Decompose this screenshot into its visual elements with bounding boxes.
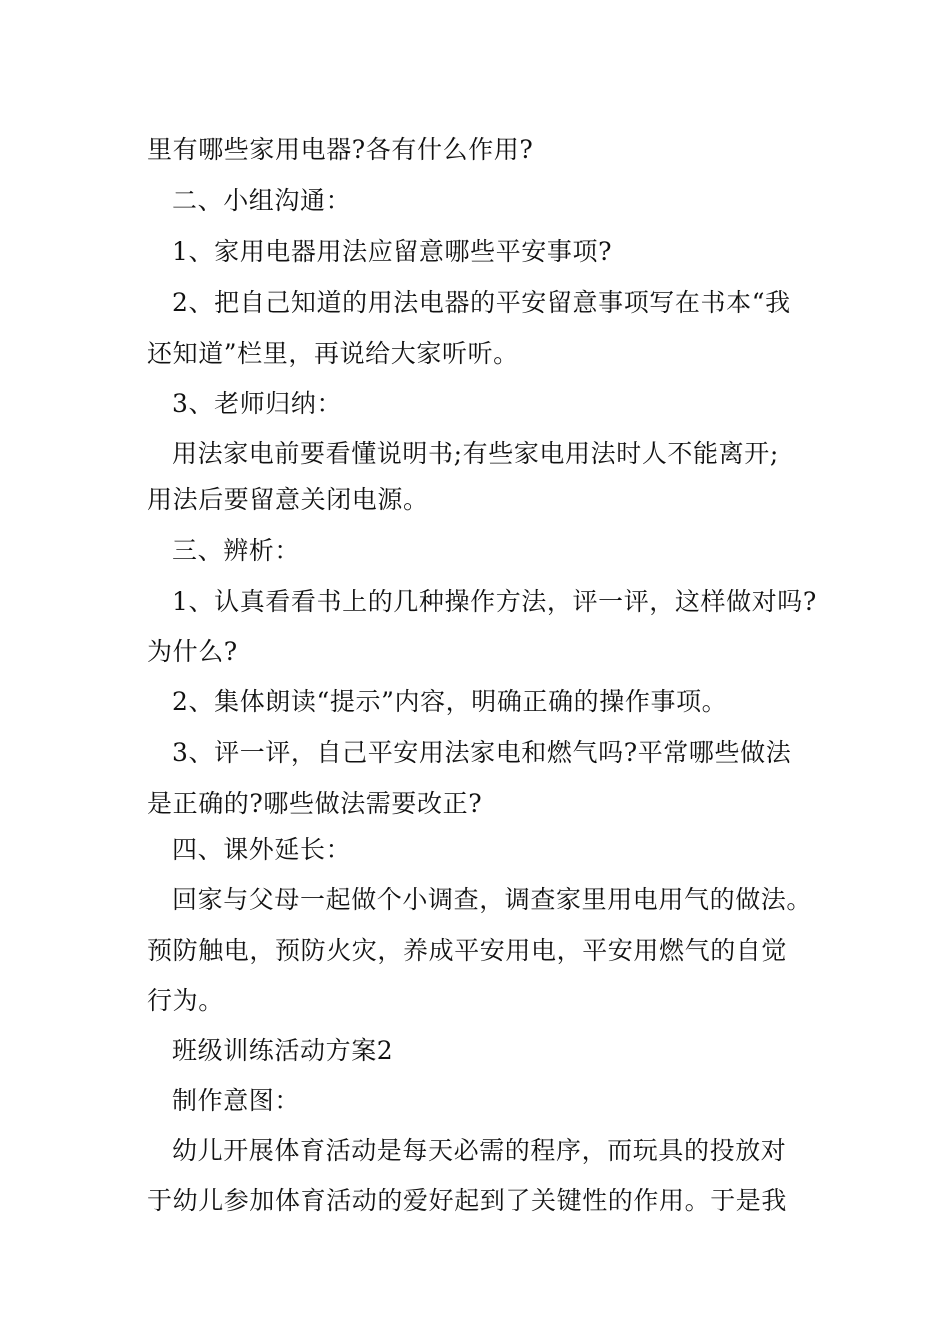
text-line: 还知道”栏里，再说给大家听听。 xyxy=(147,339,519,368)
text-line: 用法家电前要看懂说明书;有些家电用法时人不能离开; xyxy=(172,439,779,468)
text-line: 为什么? xyxy=(147,637,238,666)
text-line: 1、认真看看书上的几种操作方法，评一评，这样做对吗? xyxy=(172,587,817,616)
section-heading: 三、辨析： xyxy=(172,536,301,565)
text-line: 3、评一评，自己平安用法家电和燃气吗?平常哪些做法 xyxy=(172,738,792,767)
text-line: 预防触电，预防火灾，养成平安用电，平安用燃气的自觉 xyxy=(147,936,788,965)
text-line: 幼儿开展体育活动是每天必需的程序，而玩具的投放对 xyxy=(172,1136,787,1165)
section-heading: 二、小组沟通： xyxy=(172,186,352,215)
text-line: 于幼儿参加体育活动的爱好起到了关键性的作用。于是我 xyxy=(147,1186,788,1215)
section-heading: 制作意图： xyxy=(172,1086,301,1115)
text-line: 1、家用电器用法应留意哪些平安事项? xyxy=(172,237,613,266)
section-heading: 四、课外延长： xyxy=(172,835,352,864)
text-line: 3、老师归纳： xyxy=(172,389,343,418)
text-line: 2、集体朗读“提示”内容，明确正确的操作事项。 xyxy=(172,687,728,716)
text-line: 是正确的?哪些做法需要改正? xyxy=(147,789,483,818)
text-line: 用法后要留意关闭电源。 xyxy=(147,485,429,514)
text-line: 行为。 xyxy=(147,986,224,1015)
text-line: 2、把自己知道的用法电器的平安留意事项写在书本“我 xyxy=(172,288,791,317)
text-line: 回家与父母一起做个小调查，调查家里用电用气的做法。 xyxy=(172,885,813,914)
section-title: 班级训练活动方案2 xyxy=(172,1036,394,1065)
text-line: 里有哪些家用电器?各有什么作用? xyxy=(147,135,534,164)
